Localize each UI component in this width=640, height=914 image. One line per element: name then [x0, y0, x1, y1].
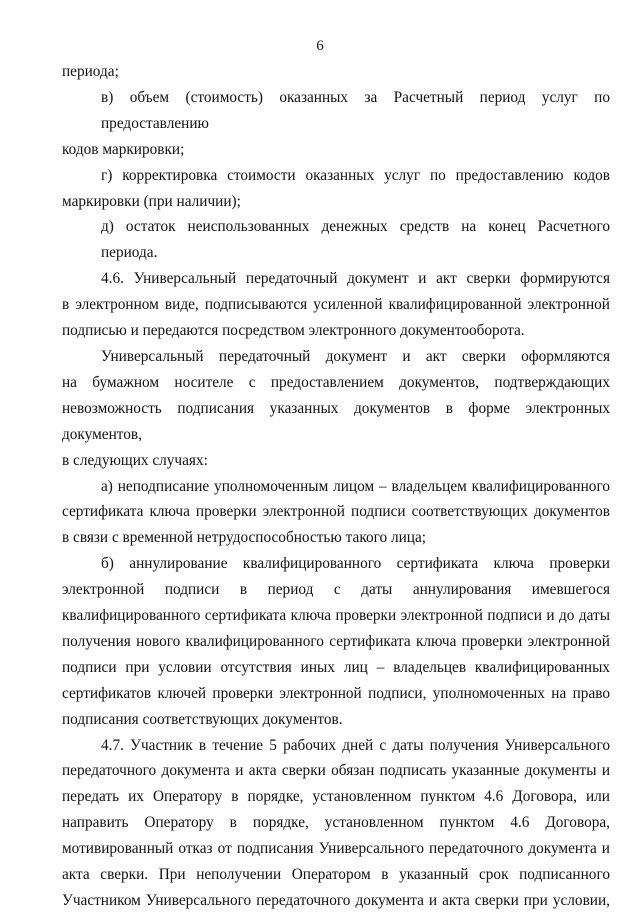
text-line: д) остаток неиспользованных денежных средств на конец Расчетного периода.: [101, 218, 610, 262]
text-line: мотивированный отказ от подписания Универсального передаточного документа и: [62, 840, 610, 858]
text-line: маркировки (при наличии);: [62, 192, 241, 210]
text-line: подписи при условии отсутствия иных лиц – владельцев квалифицированных: [62, 658, 610, 676]
text-line: на бумажном носителе с предоставлением документов, подтверждающих: [62, 373, 610, 391]
text-line: сертификата ключа проверки электронной подписи соответствующих документов: [62, 503, 610, 521]
text-line: подписания соответствующих документов.: [62, 710, 343, 728]
text-line: получения нового квалифицированного сертификата ключа проверки электронной: [62, 632, 610, 650]
text-line: электронной подписи в период с даты аннулирования имевшегося: [62, 581, 610, 599]
text-line: в) объем (стоимость) оказанных за Расчетный период услуг по предоставлению: [101, 88, 610, 132]
text-line: в связи с временной нетрудоспособностью такого лица;: [62, 529, 427, 547]
text-line: направить Оператору в порядке, установленном пунктом 4.6 Договора,: [62, 814, 610, 832]
text-line: сертификатов ключей проверки электронной подписи, уполномоченных на право: [62, 684, 610, 702]
text-line: 4.6. Универсальный передаточный документ и акт сверки формируются: [101, 270, 610, 288]
text-line: передаточного документа и акта сверки обязан подписать указанные документы и: [62, 762, 610, 780]
page-number: 6: [316, 38, 324, 54]
text-line: Универсальный передаточный документ и акт сверки оформляются: [101, 347, 610, 365]
text-line: в следующих случаях:: [62, 451, 208, 469]
text-line: периода;: [62, 63, 119, 80]
text-line: в электронном виде, подписываются усиленной квалифицированной электронной: [62, 296, 610, 314]
text-line: подписью и передаются посредством электронного документооборота.: [62, 322, 525, 340]
text-line: квалифицированного сертификата ключа проверки электронной подписи и до даты: [62, 607, 610, 625]
text-line: передать их Оператору в порядке, установленном пунктом 4.6 Договора, или: [62, 788, 610, 806]
text-line: 4.7. Участник в течение 5 рабочих дней с даты получения Универсального: [101, 736, 610, 754]
text-line: Участником Универсального передаточного документа и акта сверки при условии,: [62, 892, 610, 909]
text-line: г) корректировка стоимости оказанных услуг по предоставлению кодов: [101, 166, 610, 184]
text-line: а) неподписание уполномоченным лицом – владельцем квалифицированного: [101, 477, 610, 495]
text-line: акта сверки. При неполучении Оператором в указанный срок подписанного: [62, 866, 610, 884]
text-line: невозможность подписания указанных документов в форме электронных документов,: [62, 399, 610, 443]
document-body: [62, 59, 610, 914]
text-line: кодов маркировки;: [62, 140, 185, 158]
text-line: б) аннулирование квалифицированного сертификата ключа проверки: [101, 555, 610, 573]
